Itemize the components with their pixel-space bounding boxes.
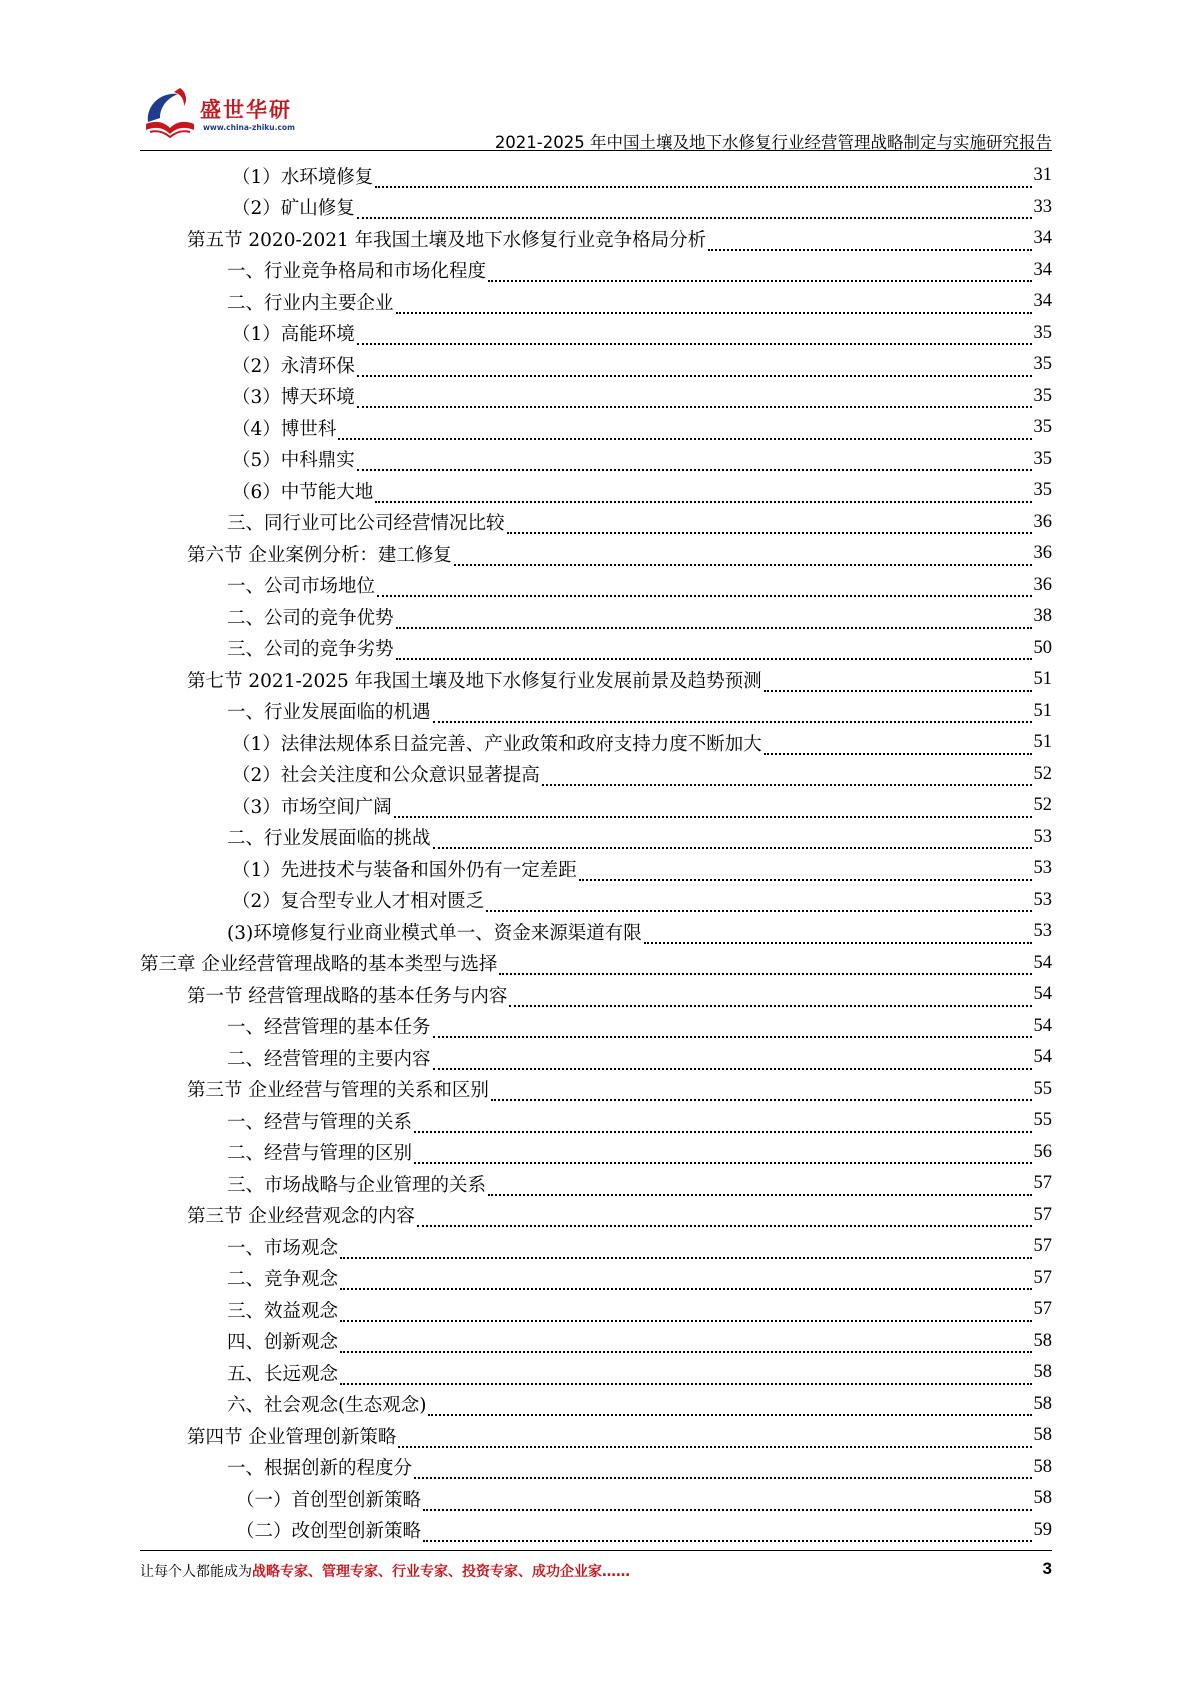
- toc-leader-dots: [764, 735, 1032, 755]
- toc-entry-label: 一、经营管理的基本任务: [227, 1017, 431, 1039]
- toc-leader-dots: [414, 1144, 1031, 1164]
- toc-entry[interactable]: [140, 759, 1052, 791]
- toc-leader-dots: [375, 483, 1031, 503]
- toc-entry-page: 36: [1033, 574, 1052, 595]
- toc-entry-label: 第五节 2020-2021 年我国土壤及地下水修复行业竞争格局分析: [187, 229, 707, 251]
- toc-entry-page: 58: [1033, 1425, 1052, 1446]
- toc-entry[interactable]: [140, 1420, 1052, 1452]
- toc-leader-dots: [428, 1396, 1031, 1416]
- toc-leader-dots: [375, 168, 1031, 188]
- toc-leader-dots: [340, 1239, 1031, 1259]
- toc-entry[interactable]: [140, 444, 1052, 476]
- logo-name: 盛世华研: [200, 98, 292, 122]
- toc-entry-label: 一、根据创新的程度分: [227, 1458, 413, 1480]
- toc-entry[interactable]: [140, 790, 1052, 822]
- toc-entry[interactable]: [140, 475, 1052, 507]
- toc-leader-dots: [644, 924, 1032, 944]
- toc-entry-label: （4）博世科: [232, 418, 337, 440]
- toc-entry-label: 二、竞争观念: [227, 1269, 339, 1291]
- toc-leader-dots: [488, 1176, 1031, 1196]
- toc-leader-dots: [509, 987, 1031, 1007]
- toc-leader-dots: [340, 1302, 1031, 1322]
- toc-entry-page: 53: [1033, 921, 1052, 942]
- toc-leader-dots: [414, 1459, 1031, 1479]
- toc-entry-label: （6）中节能大地: [232, 481, 374, 503]
- toc-entry[interactable]: [140, 1042, 1052, 1074]
- toc-entry[interactable]: [140, 192, 1052, 224]
- page-number: 3: [1042, 1559, 1052, 1578]
- toc-entry-page: 57: [1033, 1267, 1052, 1288]
- logo-emblem-icon: [140, 84, 200, 144]
- toc-entry-page: 34: [1033, 259, 1052, 280]
- toc-leader-dots: [423, 1491, 1031, 1511]
- toc-entry-label: 三、市场战略与企业管理的关系: [227, 1174, 487, 1196]
- toc-entry-label: （1）先进技术与装备和国外仍有一定差距: [232, 859, 577, 881]
- toc-entry-page: 58: [1033, 1362, 1052, 1383]
- toc-entry-page: 35: [1033, 448, 1052, 469]
- toc-entry-label: 一、行业发展面临的机遇: [227, 702, 431, 724]
- toc-entry-page: 54: [1033, 1047, 1052, 1068]
- toc-leader-dots: [507, 514, 1032, 534]
- toc-entry-page: 35: [1033, 354, 1052, 375]
- footer-divider: [140, 1550, 1052, 1551]
- toc-leader-dots: [357, 357, 1032, 377]
- toc-entry-page: 57: [1033, 1299, 1052, 1320]
- toc-entry-page: 56: [1033, 1141, 1052, 1162]
- toc-leader-dots: [396, 640, 1032, 660]
- toc-entry-label: （1）高能环境: [232, 324, 355, 346]
- toc-entry-page: 53: [1033, 826, 1052, 847]
- toc-leader-dots: [340, 1365, 1031, 1385]
- toc-entry[interactable]: [140, 1294, 1052, 1326]
- toc-entry-label: 六、社会观念(生态观念): [227, 1395, 427, 1417]
- toc-entry-label: （5）中科鼎实: [232, 450, 355, 472]
- slogan-highlight: 战略专家、管理专家、行业专家、投资专家、成功企业家……: [252, 1564, 630, 1580]
- toc-leader-dots: [433, 703, 1032, 723]
- toc-leader-dots: [433, 1050, 1032, 1070]
- toc-entry-page: 58: [1033, 1330, 1052, 1351]
- toc-entry-label: 二、行业内主要企业: [227, 292, 394, 314]
- toc-entry[interactable]: [140, 412, 1052, 444]
- toc-entry-page: 58: [1033, 1456, 1052, 1477]
- toc-entry-label: 二、经营与管理的区别: [227, 1143, 413, 1165]
- toc-entry-label: 四、创新观念: [227, 1332, 339, 1354]
- toc-entry[interactable]: [140, 286, 1052, 318]
- toc-entry-label: （一）首创型创新策略: [236, 1489, 422, 1511]
- toc-entry-page: 33: [1033, 196, 1052, 217]
- toc-entry-page: 57: [1033, 1204, 1052, 1225]
- toc-entry-page: 34: [1033, 228, 1052, 249]
- toc-entry-label: （2）复合型专业人才相对匮乏: [232, 891, 485, 913]
- toc-leader-dots: [414, 1113, 1031, 1133]
- toc-entry-page: 51: [1033, 700, 1052, 721]
- toc-leader-dots: [396, 609, 1032, 629]
- toc-entry-label: 三、公司的竞争劣势: [227, 639, 394, 661]
- toc-entry-label: 一、市场观念: [227, 1237, 339, 1259]
- toc-leader-dots: [433, 829, 1032, 849]
- toc-entry-label: 二、行业发展面临的挑战: [227, 828, 431, 850]
- toc-leader-dots: [398, 1428, 1031, 1448]
- toc-leader-dots: [488, 262, 1031, 282]
- toc-entry-page: 53: [1033, 889, 1052, 910]
- toc-entry-page: 51: [1033, 732, 1052, 753]
- toc-entry-label: 一、公司市场地位: [227, 576, 376, 598]
- toc-entry-page: 35: [1033, 385, 1052, 406]
- toc-entry[interactable]: [140, 1483, 1052, 1515]
- toc-leader-dots: [499, 955, 1031, 975]
- toc-entry-label: （2）矿山修复: [232, 198, 355, 220]
- toc-entry-label: （1）法律法规体系日益完善、产业政策和政府支持力度不断加大: [232, 733, 762, 755]
- toc-entry-page: 52: [1033, 795, 1052, 816]
- toc-entry-page: 54: [1033, 952, 1052, 973]
- toc-entry[interactable]: [140, 696, 1052, 728]
- toc-entry-page: 36: [1033, 511, 1052, 532]
- document-title: 2021-2025 年中国土壤及地下水修复行业经营管理战略制定与实施研究报告: [494, 133, 1052, 152]
- toc-entry-label: 第六节 企业案例分析：建工修复: [187, 544, 452, 566]
- toc-entry[interactable]: [140, 1231, 1052, 1263]
- toc-entry-page: 34: [1033, 291, 1052, 312]
- toc-entry[interactable]: [140, 948, 1052, 980]
- toc-entry[interactable]: [140, 318, 1052, 350]
- toc-entry-page: 38: [1033, 606, 1052, 627]
- toc-leader-dots: [764, 672, 1032, 692]
- header-divider: [140, 150, 1052, 151]
- toc-entry[interactable]: [140, 727, 1052, 759]
- toc-leader-dots: [542, 766, 1032, 786]
- toc-leader-dots: [357, 451, 1032, 471]
- toc-entry[interactable]: [140, 1357, 1052, 1389]
- toc-entry-page: 57: [1033, 1236, 1052, 1257]
- toc-leader-dots: [708, 231, 1031, 251]
- toc-entry[interactable]: [140, 1105, 1052, 1137]
- toc-entry[interactable]: [140, 538, 1052, 570]
- toc-leader-dots: [357, 199, 1032, 219]
- toc-entry-page: 54: [1033, 1015, 1052, 1036]
- toc-entry-page: 50: [1033, 637, 1052, 658]
- toc-entry[interactable]: [140, 349, 1052, 381]
- toc-entry[interactable]: [140, 916, 1052, 948]
- toc-entry-label: 二、经营管理的主要内容: [227, 1048, 431, 1070]
- toc-entry-label: 一、行业竞争格局和市场化程度: [227, 261, 487, 283]
- toc-entry[interactable]: [140, 885, 1052, 917]
- toc-entry[interactable]: [140, 381, 1052, 413]
- toc-entry[interactable]: [140, 1389, 1052, 1421]
- toc-entry-label: 二、公司的竞争优势: [227, 607, 394, 629]
- toc-leader-dots: [433, 1018, 1032, 1038]
- toc-leader-dots: [340, 1333, 1031, 1353]
- toc-entry[interactable]: [140, 1326, 1052, 1358]
- slogan-lead: 让每个人都能成为: [140, 1564, 252, 1580]
- toc-entry[interactable]: [140, 1515, 1052, 1547]
- toc-entry[interactable]: [140, 1452, 1052, 1484]
- toc-entry[interactable]: [140, 633, 1052, 665]
- toc-entry[interactable]: [140, 223, 1052, 255]
- toc-entry[interactable]: [140, 1263, 1052, 1295]
- toc-entry-page: 55: [1033, 1110, 1052, 1131]
- toc-entry[interactable]: [140, 160, 1052, 192]
- toc-entry-label: 第三节 企业经营观念的内容: [187, 1206, 415, 1228]
- toc-entry[interactable]: [140, 507, 1052, 539]
- toc-entry[interactable]: [140, 853, 1052, 885]
- toc-entry-page: 51: [1033, 669, 1052, 690]
- toc-entry-page: 35: [1033, 322, 1052, 343]
- toc-entry[interactable]: [140, 1168, 1052, 1200]
- toc-entry-label: （2）永清环保: [232, 355, 355, 377]
- toc-entry-page: 52: [1033, 763, 1052, 784]
- toc-entry-label: （二）改创型创新策略: [236, 1521, 422, 1543]
- toc-entry-label: 三、同行业可比公司经营情况比较: [227, 513, 505, 535]
- toc-leader-dots: [417, 1207, 1032, 1227]
- toc-entry-page: 36: [1033, 543, 1052, 564]
- toc-entry-label: （2）社会关注度和公众意识显著提高: [232, 765, 540, 787]
- toc-entry[interactable]: [140, 601, 1052, 633]
- toc-entry-label: （3）市场空间广阔: [232, 796, 392, 818]
- toc-entry-label: （3）博天环境: [232, 387, 355, 409]
- toc-entry-page: 55: [1033, 1078, 1052, 1099]
- toc-leader-dots: [579, 861, 1032, 881]
- toc-entry-page: 54: [1033, 984, 1052, 1005]
- toc-entry[interactable]: [140, 1011, 1052, 1043]
- toc-leader-dots: [486, 892, 1031, 912]
- toc-entry-label: 第七节 2021-2025 年我国土壤及地下水修复行业发展前景及趋势预测: [187, 670, 762, 692]
- toc-entry-page: 53: [1033, 858, 1052, 879]
- toc-leader-dots: [394, 798, 1032, 818]
- toc-entry[interactable]: [140, 664, 1052, 696]
- toc-entry-label: (3)环境修复行业商业模式单一、资金来源渠道有限: [227, 922, 642, 944]
- toc-entry[interactable]: [140, 822, 1052, 854]
- toc-leader-dots: [491, 1081, 1032, 1101]
- toc-entry[interactable]: [140, 570, 1052, 602]
- toc-entry-page: 35: [1033, 480, 1052, 501]
- toc-leader-dots: [454, 546, 1032, 566]
- toc-leader-dots: [377, 577, 1031, 597]
- footer-slogan: [140, 1561, 630, 1581]
- toc-entry-label: 三、效益观念: [227, 1300, 339, 1322]
- toc-entry-label: 第三节 企业经营与管理的关系和区别: [187, 1080, 489, 1102]
- toc-leader-dots: [423, 1522, 1031, 1542]
- logo-url: www.china-zhiku.com: [203, 123, 295, 132]
- toc-entry-page: 35: [1033, 417, 1052, 438]
- page-header: [140, 80, 1052, 150]
- toc-leader-dots: [338, 420, 1031, 440]
- toc-entry-label: 第三章 企业经营管理战略的基本类型与选择: [140, 954, 498, 976]
- toc-entry[interactable]: [140, 1074, 1052, 1106]
- page-footer: [140, 1557, 1052, 1587]
- toc-leader-dots: [357, 325, 1032, 345]
- toc-entry-label: 第四节 企业管理创新策略: [187, 1426, 397, 1448]
- toc-entry[interactable]: [140, 979, 1052, 1011]
- toc-entry-page: 57: [1033, 1173, 1052, 1194]
- toc-entry[interactable]: [140, 1137, 1052, 1169]
- toc-entry-page: 58: [1033, 1393, 1052, 1414]
- toc-entry[interactable]: [140, 255, 1052, 287]
- company-logo: [140, 84, 310, 144]
- toc-entry-label: 第一节 经营管理战略的基本任务与内容: [187, 985, 508, 1007]
- toc-entry[interactable]: [140, 1200, 1052, 1232]
- toc-leader-dots: [396, 294, 1032, 314]
- toc-entry-label: 一、经营与管理的关系: [227, 1111, 413, 1133]
- toc-leader-dots: [357, 388, 1032, 408]
- toc-entry-label: （1）水环境修复: [232, 166, 374, 188]
- toc-entry-page: 31: [1033, 165, 1052, 186]
- table-of-contents: [140, 160, 1052, 1546]
- toc-leader-dots: [340, 1270, 1031, 1290]
- toc-entry-page: 58: [1033, 1488, 1052, 1509]
- toc-entry-page: 59: [1033, 1519, 1052, 1540]
- toc-entry-label: 五、长远观念: [227, 1363, 339, 1385]
